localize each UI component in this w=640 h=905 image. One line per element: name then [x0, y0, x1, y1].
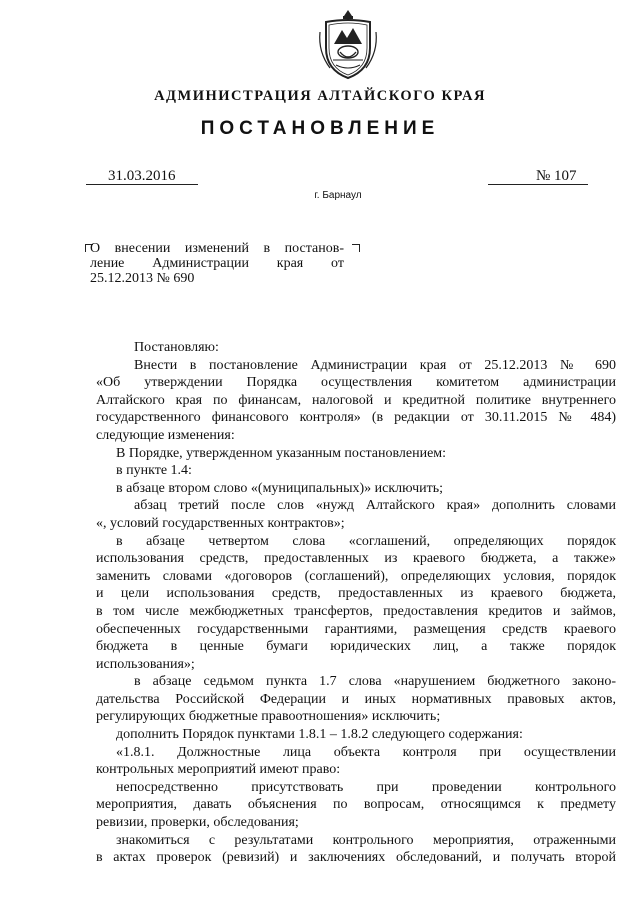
subject-line: О внесении изменений в постанов- — [90, 241, 344, 256]
organization-title: АДМИНИСТРАЦИЯ АЛТАЙСКОГО КРАЯ — [154, 88, 486, 104]
body-line: в абзаце втором слово «(муниципальных)» исключить; — [116, 480, 443, 496]
document-subject — [90, 241, 344, 286]
document-date: 31.03.2016 — [108, 168, 176, 184]
coat-of-arms-icon — [316, 8, 380, 82]
body-line: Алтайского края по финансам, налоговой и кредитной политике внутреннего — [96, 392, 616, 408]
body-line: и цели использования средств, предоставленных из краевого бюджета, — [96, 586, 616, 602]
body-line: непосредственно присутствовать при проведении контрольного — [116, 779, 616, 795]
body-line: государственного финансового контроля» (в редакции от 30.11.2015 № 484) — [96, 410, 616, 426]
body-line: знакомиться с результатами контрольного мероприятия, отраженными — [116, 832, 616, 848]
body-line: обеспеченных государственными гарантиями, размещения средств краевого — [96, 621, 616, 637]
body-line: в абзаце четвертом слова «соглашений, определяющих порядок — [116, 533, 616, 549]
body-line: заменить словами «договоров (соглашений), определяющих условия, порядок — [96, 568, 616, 584]
body-line: контрольных мероприятий имеют право: — [96, 762, 341, 778]
body-line: Внести в постановление Администрации края от 25.12.2013 № 690 — [134, 357, 616, 373]
body-line: «, условий государственных контрактов»; — [96, 515, 345, 531]
body-line: ревизии, проверки, обследования; — [96, 815, 299, 831]
body-line: в актах проверок (ревизий) и заключениях обследований, и получать второй — [96, 850, 616, 866]
body-line: дополнить Порядок пунктами 1.8.1 – 1.8.2 следующего содержания: — [116, 727, 523, 743]
document-number: № 107 — [536, 168, 577, 184]
body-line: Постановляю: — [134, 340, 219, 355]
body-line: использования»; — [96, 656, 195, 672]
city: г. Барнаул — [314, 190, 362, 201]
body-line: «Об утверждении Порядка осуществления комитетом администрации — [96, 375, 616, 391]
body-line: мероприятия, давать объяснения по вопросам, относящимся к предмету — [96, 797, 616, 813]
body-line: абзац третий после слов «нужд Алтайского края» дополнить словами — [134, 498, 616, 514]
body-line: использования средств, предоставленных из краевого бюджета, а также» — [96, 551, 616, 567]
number-underline — [488, 184, 588, 185]
body-line: в пункте 1.4: — [116, 463, 192, 479]
body-line: бюджета в ценные бумаги юридических лиц, а также порядок — [96, 639, 616, 655]
subject-bracket-right — [352, 244, 360, 252]
document-type: ПОСТАНОВЛЕНИЕ — [200, 118, 440, 139]
body-line: регулирующих бюджетные правоотношения» исключить; — [96, 709, 441, 725]
subject-line: ление Администрации края от — [90, 256, 344, 271]
body-line: в абзаце седьмом пункта 1.7 слова «нарушением бюджетного законо- — [134, 674, 616, 690]
body-line: следующие изменения: — [96, 427, 235, 443]
subject-line: 25.12.2013 № 690 — [90, 271, 195, 286]
body-line: дательства Российской Федерации и иных нормативных правовых актов, — [96, 691, 616, 707]
body-line: В Порядке, утвержденном указанным постановлением: — [116, 445, 447, 461]
body-line: в том числе межбюджетных трансфертов, предоставления кредитов и займов, — [96, 603, 616, 619]
date-underline — [86, 184, 198, 185]
document-body — [96, 339, 616, 867]
body-line: «1.8.1. Должностные лица объекта контроля при осуществлении — [116, 744, 616, 760]
